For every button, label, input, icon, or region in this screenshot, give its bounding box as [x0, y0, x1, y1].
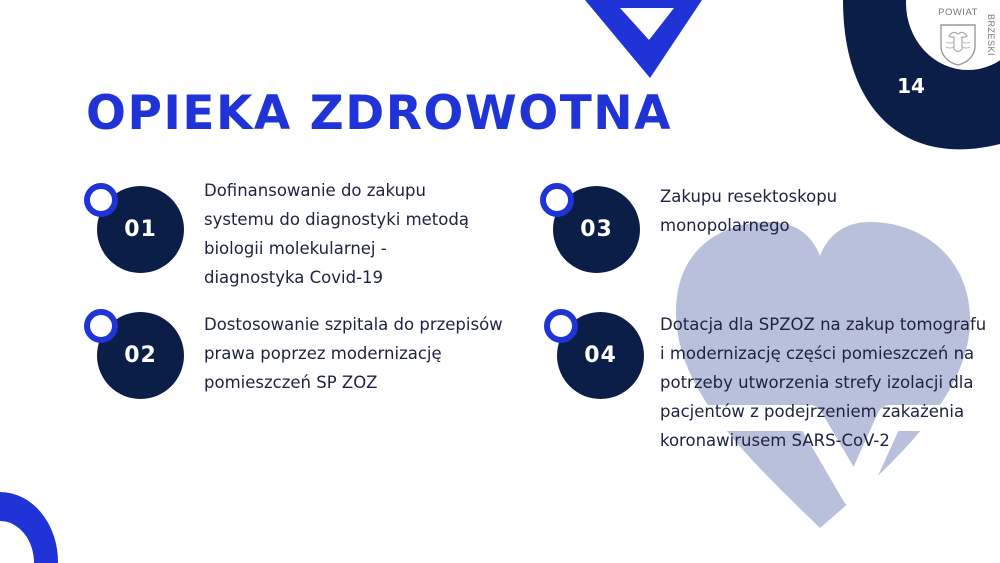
badge-number: 03	[580, 217, 613, 242]
ring-marker	[84, 309, 118, 343]
page-title: OPIEKA ZDROWOTNA	[86, 86, 672, 141]
eagle-crest-icon	[938, 22, 978, 66]
badge-number: 01	[124, 217, 157, 242]
badge-number: 02	[124, 343, 157, 368]
logo-text-powiat: POWIAT	[938, 7, 978, 18]
item-description: Dostosowanie szpitala do przepisów prawa poprzez modernizację pomieszczeń SP ZOZ	[204, 315, 503, 392]
logo-text-brzeski: BRZESKI	[986, 14, 996, 57]
item-description: Dofinansowanie do zakupu systemu do diagnostyki metodą biologii molekularnej - diagnostyka Covid-19	[204, 181, 469, 287]
item-description: Dotacja dla SPZOZ na zakup tomografu i modernizację części pomieszczeń na potrzeby utworzenia strefy izolacji dla pacjentów z podejrzeniem zakażenia koronawirusem SARS-CoV-2	[660, 315, 987, 450]
page-number: 14	[897, 74, 925, 98]
badge-number: 04	[584, 343, 617, 368]
item-description: Zakupu resektoskopu monopolarnego	[660, 187, 838, 235]
ring-marker	[540, 183, 574, 217]
ring-marker	[544, 309, 578, 343]
powiat-brzeski-logo	[932, 2, 998, 72]
bottom-left-ring	[0, 492, 58, 563]
ring-marker	[84, 183, 118, 217]
